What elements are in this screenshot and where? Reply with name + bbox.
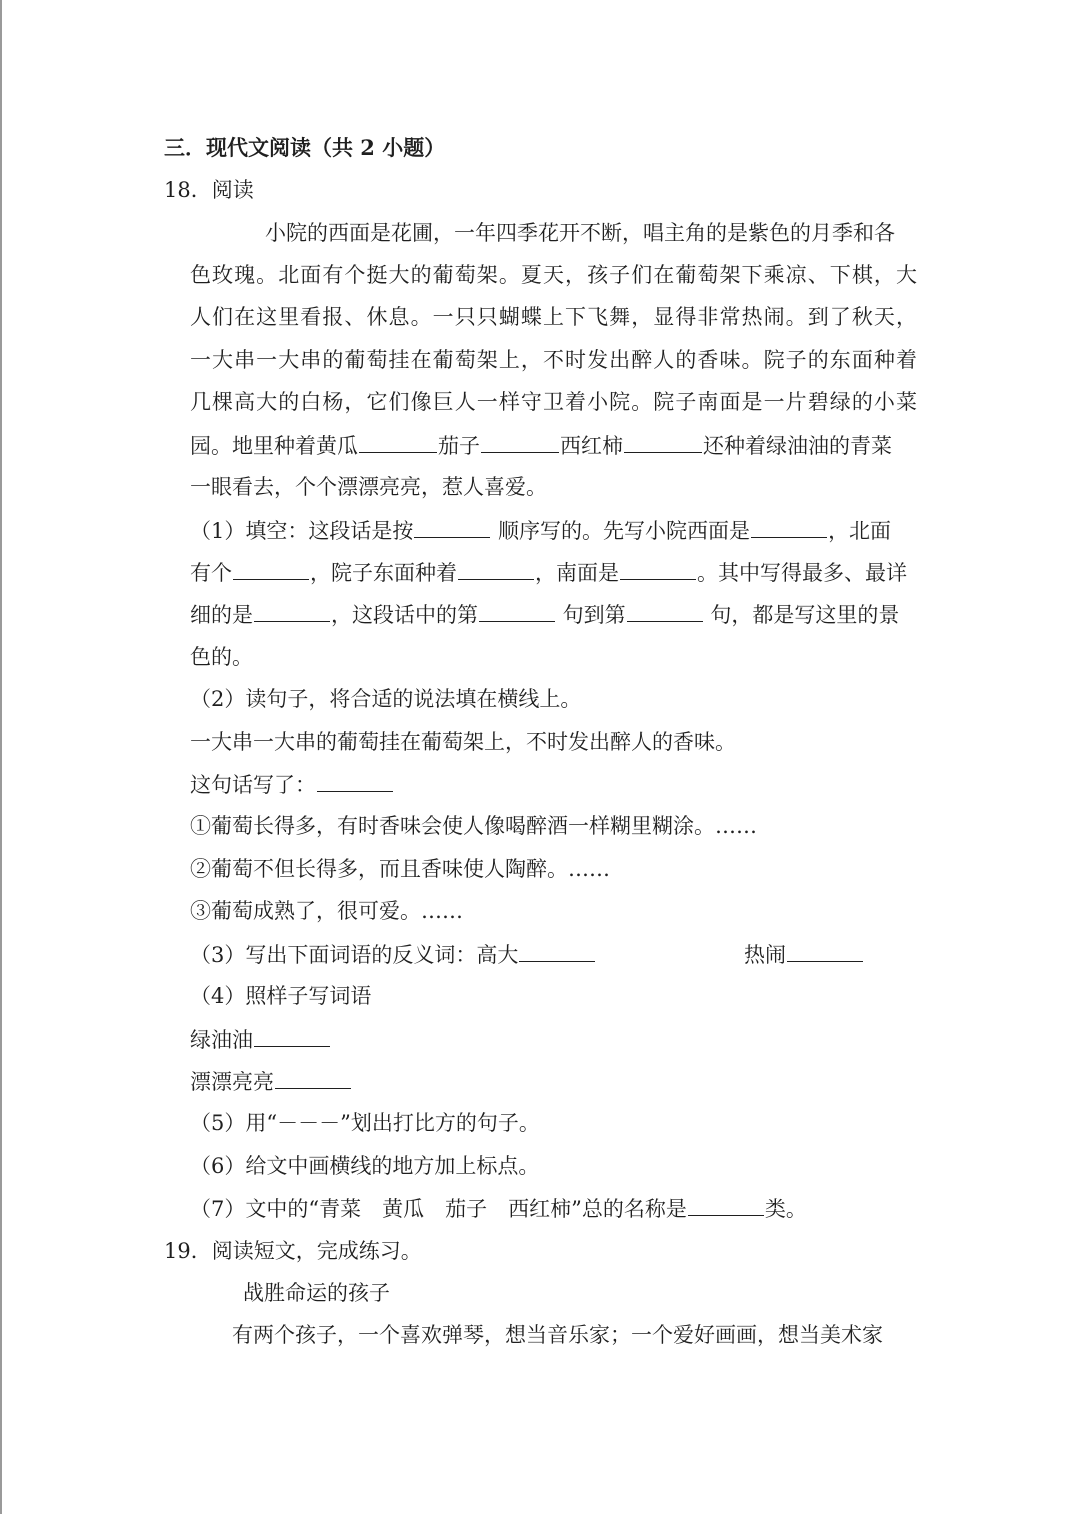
part-1-text: 顺序写的。先写小院西面是 bbox=[491, 519, 751, 543]
part-1-line-4: 色的。 bbox=[190, 645, 253, 669]
answer-blank[interactable] bbox=[317, 769, 393, 792]
passage-line-2: 色玫瑰。北面有个挺大的葡萄架。夏天，孩子们在葡萄架下乘凉、下棋，大 bbox=[190, 263, 917, 287]
part-2-ask-label: 这句话写了： bbox=[190, 773, 316, 797]
answer-blank[interactable] bbox=[479, 599, 555, 622]
part-4-word-2 bbox=[190, 1066, 352, 1096]
part-1-line-1 bbox=[190, 515, 891, 545]
option-3[interactable]: ③葡萄成熟了，很可爱。…… bbox=[190, 899, 463, 923]
part-2-prompt: （2）读句子，将合适的说法填在横线上。 bbox=[190, 687, 582, 711]
part-7-text: 类。 bbox=[764, 1197, 807, 1221]
part-2-ask bbox=[190, 769, 394, 799]
answer-blank[interactable] bbox=[458, 557, 534, 580]
part-4-label: （4）照样子写词语 bbox=[190, 984, 372, 1008]
part-6: （6）给文中画横线的地方加上标点。 bbox=[190, 1154, 540, 1178]
question-18-header: 18．阅读 bbox=[164, 178, 254, 202]
part-2-sentence: 一大串一大串的葡萄挂在葡萄架上，不时发出醉人的香味。 bbox=[190, 730, 736, 754]
part-1-line-3 bbox=[190, 599, 899, 629]
passage-line-3: 人们在这里看报、休息。一只只蝴蝶上下飞舞，显得非常热闹。到了秋天， bbox=[190, 305, 917, 329]
part-1-text: （1）填空：这段话是按 bbox=[190, 519, 414, 543]
passage-line-6 bbox=[190, 430, 892, 460]
part-1-text: ，院子东面种着 bbox=[310, 561, 457, 585]
part-7-text: （7）文中的“青菜 黄瓜 茄子 西红柿”总的名称是 bbox=[190, 1197, 687, 1221]
passage-line-6-a: 园。地里种着黄瓜 bbox=[190, 434, 358, 458]
part-3-word-2 bbox=[744, 939, 864, 969]
answer-blank[interactable] bbox=[481, 430, 559, 453]
part-1-line-2 bbox=[190, 557, 907, 587]
answer-blank[interactable] bbox=[620, 557, 696, 580]
part-1-text: 句到第 bbox=[556, 603, 626, 627]
answer-blank[interactable] bbox=[688, 1193, 764, 1216]
part-5: （5）用“－－－”划出打比方的句子。 bbox=[190, 1111, 540, 1135]
part-7 bbox=[190, 1193, 807, 1223]
part-1-text: 有个 bbox=[190, 561, 232, 585]
part-3-word-2-text: 热闹 bbox=[744, 943, 786, 967]
part-4-word-1-text: 绿油油 bbox=[190, 1028, 253, 1052]
part-3-label: （3）写出下面词语的反义词：高大 bbox=[190, 943, 519, 967]
answer-blank[interactable] bbox=[627, 599, 703, 622]
part-1-text: 。其中写得最多、最详 bbox=[697, 561, 907, 585]
part-3-line bbox=[190, 939, 596, 969]
passage-line-6-c: 西红柿 bbox=[560, 434, 623, 458]
answer-blank[interactable] bbox=[254, 1024, 330, 1047]
part-1-text: 细的是 bbox=[190, 603, 253, 627]
answer-blank[interactable] bbox=[787, 939, 863, 962]
answer-blank[interactable] bbox=[519, 939, 595, 962]
page-left-edge bbox=[0, 0, 2, 1514]
answer-blank[interactable] bbox=[275, 1066, 351, 1089]
part-4-word-1 bbox=[190, 1024, 331, 1054]
answer-blank[interactable] bbox=[751, 515, 827, 538]
part-1-text: 句，都是写这里的景 bbox=[703, 603, 900, 627]
part-1-text: ，这段话中的第 bbox=[331, 603, 478, 627]
answer-blank[interactable] bbox=[414, 515, 490, 538]
option-2[interactable]: ②葡萄不但长得多，而且香味使人陶醉。…… bbox=[190, 857, 610, 881]
question-19-header: 19．阅读短文，完成练习。 bbox=[164, 1239, 422, 1263]
passage-line-7: 一眼看去，个个漂漂亮亮，惹人喜爱。 bbox=[190, 475, 547, 499]
answer-blank[interactable] bbox=[254, 599, 330, 622]
answer-blank[interactable] bbox=[233, 557, 309, 580]
option-1[interactable]: ①葡萄长得多，有时香味会使人像喝醉酒一样糊里糊涂。…… bbox=[190, 814, 757, 838]
part-1-text: ，北面 bbox=[828, 519, 892, 543]
story-title: 战胜命运的孩子 bbox=[243, 1281, 390, 1305]
answer-blank[interactable] bbox=[624, 430, 702, 453]
passage-line-5: 几棵高大的白杨，它们像巨人一样守卫着小院。院子南面是一片碧绿的小菜 bbox=[190, 390, 917, 414]
passage-line-6-d: 还种着绿油油的青菜 bbox=[703, 434, 892, 458]
story-line-1: 有两个孩子，一个喜欢弹琴，想当音乐家；一个爱好画画，想当美术家 bbox=[232, 1323, 883, 1347]
section-title: 三．现代文阅读（共 2 小题） bbox=[164, 135, 446, 160]
passage-line-6-b: 茄子 bbox=[438, 434, 480, 458]
part-1-text: ，南面是 bbox=[535, 561, 619, 585]
part-4-word-2-text: 漂漂亮亮 bbox=[190, 1070, 274, 1094]
passage-line-4: 一大串一大串的葡萄挂在葡萄架上，不时发出醉人的香味。院子的东面种着 bbox=[190, 348, 917, 372]
passage-line-1: 小院的西面是花圃，一年四季花开不断，唱主角的是紫色的月季和各 bbox=[265, 221, 895, 245]
answer-blank[interactable] bbox=[359, 430, 437, 453]
